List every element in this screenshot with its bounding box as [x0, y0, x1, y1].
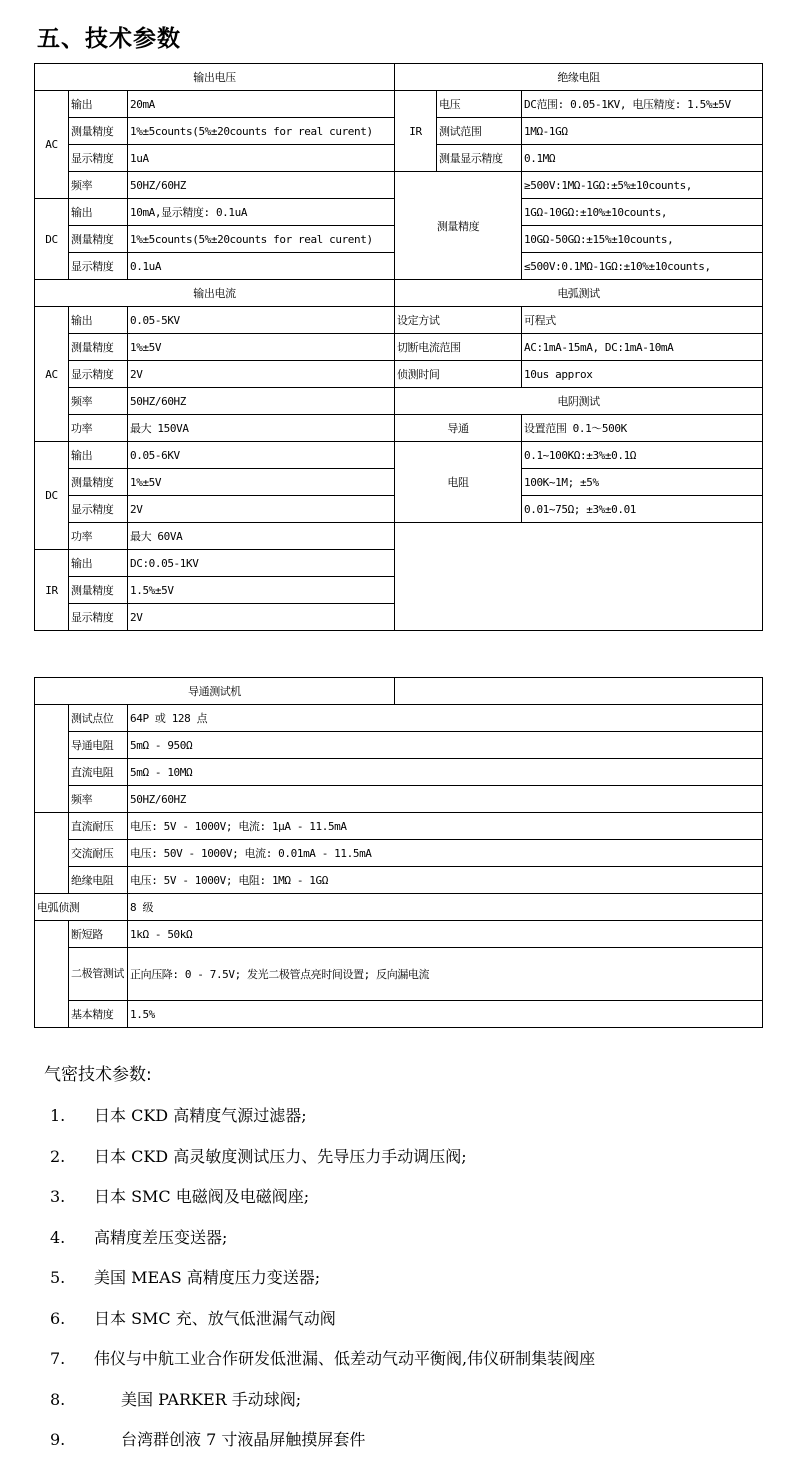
list-number: 7. — [50, 1349, 66, 1368]
row-label: 切断电流范围 — [395, 334, 522, 361]
row-label: 输出 — [69, 442, 128, 469]
list-number: 1. — [50, 1106, 66, 1125]
c-ir-display-value: 2V — [128, 604, 395, 631]
list-number: 2. — [50, 1146, 66, 1166]
row-label: 导通电阻 — [69, 732, 128, 759]
gas-params-list — [50, 1096, 780, 1461]
list-number: 6. — [50, 1308, 66, 1328]
ir-accuracy-line: 1GΩ-10GΩ:±10%±10counts, — [522, 199, 763, 226]
empty-cell — [395, 523, 763, 631]
row-label: 基本精度 — [69, 1001, 128, 1028]
list-item — [50, 1299, 780, 1340]
output-current-header: 输出电流 — [35, 280, 395, 307]
ir-accuracy-line: ≥500V:1MΩ-1GΩ:±5%±10counts, — [522, 172, 763, 199]
row-label: 断短路 — [69, 921, 128, 948]
row-label: 交流耐压 — [69, 840, 128, 867]
list-number: 9. — [50, 1430, 66, 1449]
c-dc-output-value: 0.05-6KV — [128, 442, 395, 469]
frequency-value: 50HZ/60HZ — [128, 786, 763, 813]
dc-output-value: 10mA,显示精度: 0.1uA — [128, 199, 395, 226]
row-label: 测试点位 — [69, 705, 128, 732]
arc-detect-value: 8 级 — [128, 894, 763, 921]
resistance-label: 电阻 — [395, 442, 522, 523]
section-title: 五、技术参数 — [37, 25, 181, 52]
insulation-value: 电压: 5V - 1000V; 电阻: 1MΩ - 1GΩ — [128, 867, 763, 894]
row-label: 显示精度 — [69, 145, 128, 172]
empty-cell — [395, 678, 763, 705]
basic-accuracy-value: 1.5% — [128, 1001, 763, 1028]
conduction-value: 设置范围 0.1～500K — [522, 415, 763, 442]
list-number: 4. — [50, 1227, 66, 1247]
resistance-line: 0.01~75Ω; ±3%±0.01 — [522, 496, 763, 523]
c-ac-accuracy-value: 1%±5V — [128, 334, 395, 361]
c-ac-display-value: 2V — [128, 361, 395, 388]
row-label: 输出 — [69, 307, 128, 334]
row-label: 侦测时间 — [395, 361, 522, 388]
c-ac-power-value: 最大 150VA — [128, 415, 395, 442]
row-label: 输出 — [69, 91, 128, 118]
ir-display-value: 0.1MΩ — [522, 145, 763, 172]
diode-test-value: 正向压降: 0 - 7.5V; 发光二极管点亮时间设置; 反向漏电流 — [128, 948, 763, 1001]
c-dc-power-value: 最大 60VA — [128, 523, 395, 550]
ac-accuracy-value: 1%±5counts(5%±20counts for real curent) — [128, 118, 395, 145]
output-voltage-header: 输出电压 — [35, 64, 395, 91]
list-text: 日本 CKD 高灵敏度测试压力、先导压力手动调压阀; — [94, 1146, 467, 1166]
ir-range-value: 1MΩ-1GΩ — [522, 118, 763, 145]
row-label: 测量精度 — [69, 334, 128, 361]
arc-mode-value: 可程式 — [522, 307, 763, 334]
row-label: 显示精度 — [69, 361, 128, 388]
row-label: 功率 — [69, 415, 128, 442]
ir-voltage-value: DC范围: 0.05-1KV, 电压精度: 1.5%±5V — [522, 91, 763, 118]
dc-withstand-value: 电压: 5V - 1000V; 电流: 1μA - 11.5mA — [128, 813, 763, 840]
conduction-tester-header: 导通测试机 — [35, 678, 395, 705]
arc-range-value: AC:1mA-15mA, DC:1mA-10mA — [522, 334, 763, 361]
row-label: 输出 — [69, 199, 128, 226]
row-label: 测试范围 — [437, 118, 522, 145]
dc-label: DC — [35, 199, 69, 280]
row-label: 功率 — [69, 523, 128, 550]
row-label: 直流电阻 — [69, 759, 128, 786]
ir-accuracy-line: ≤500V:0.1MΩ-1GΩ:±10%±10counts, — [522, 253, 763, 280]
tech-params-table — [34, 63, 763, 631]
row-label: 显示精度 — [69, 604, 128, 631]
test-points-value: 64P 或 128 点 — [128, 705, 763, 732]
row-label: 二极管测试 — [69, 948, 128, 1001]
dc-accuracy-value: 1%±5counts(5%±20counts for real curent) — [128, 226, 395, 253]
list-text: 伟仪与中航工业合作研发低泄漏、低差动气动平衡阀,伟仪研制集装阀座 — [94, 1349, 596, 1368]
ac-label: AC — [35, 307, 69, 442]
row-label: 频率 — [69, 388, 128, 415]
ir-accuracy-line: 10GΩ-50GΩ:±15%±10counts, — [522, 226, 763, 253]
list-item — [50, 1380, 780, 1421]
list-number: 3. — [50, 1187, 66, 1206]
ac-display-value: 1uA — [128, 145, 395, 172]
ir-label: IR — [395, 91, 437, 172]
gas-params-title: 气密技术参数: — [44, 1065, 152, 1085]
list-item — [50, 1339, 780, 1380]
list-item — [50, 1218, 780, 1259]
c-ir-output-value: DC:0.05-1KV — [128, 550, 395, 577]
resistance-line: 100K~1M; ±5% — [522, 469, 763, 496]
conduction-tester-table — [34, 677, 763, 1028]
arc-detect-label: 电弧侦测 — [35, 894, 128, 921]
row-label: 频率 — [69, 172, 128, 199]
row-label: 电压 — [437, 91, 522, 118]
arc-time-value: 10us approx — [522, 361, 763, 388]
row-label: 显示精度 — [69, 253, 128, 280]
row-label: 测量显示精度 — [437, 145, 522, 172]
list-text: 台湾群创液 7 寸液晶屏触摸屏套件 — [121, 1430, 366, 1449]
row-label: 测量精度 — [69, 577, 128, 604]
dc-display-value: 0.1uA — [128, 253, 395, 280]
ac-label: AC — [35, 91, 69, 199]
resistance-line: 0.1~100KΩ:±3%±0.1Ω — [522, 442, 763, 469]
list-number: 8. — [50, 1389, 66, 1409]
group-cell — [35, 813, 69, 894]
ir-accuracy-label: 测量精度 — [395, 172, 522, 280]
row-label: 测量精度 — [69, 469, 128, 496]
row-label: 频率 — [69, 786, 128, 813]
row-label: 测量精度 — [69, 226, 128, 253]
list-item — [50, 1177, 780, 1218]
c-ac-output-value: 0.05-5KV — [128, 307, 395, 334]
c-dc-display-value: 2V — [128, 496, 395, 523]
ac-output-value: 20mA — [128, 91, 395, 118]
list-item — [50, 1137, 780, 1178]
dc-label: DC — [35, 442, 69, 550]
list-text: 美国 PARKER 手动球阀; — [121, 1389, 302, 1409]
row-label: 输出 — [69, 550, 128, 577]
c-ir-accuracy-value: 1.5%±5V — [128, 577, 395, 604]
list-text: 日本 CKD 高精度气源过滤器; — [94, 1106, 307, 1125]
row-label: 直流耐压 — [69, 813, 128, 840]
ac-frequency-value: 50HZ/60HZ — [128, 172, 395, 199]
list-text: 日本 SMC 电磁阀及电磁阀座; — [94, 1187, 310, 1206]
list-number: 5. — [50, 1268, 66, 1287]
row-label: 绝缘电阻 — [69, 867, 128, 894]
list-item — [50, 1096, 780, 1137]
list-item — [50, 1420, 780, 1461]
group-cell — [35, 705, 69, 813]
list-text: 美国 MEAS 高精度压力变送器; — [94, 1268, 321, 1287]
c-dc-accuracy-value: 1%±5V — [128, 469, 395, 496]
row-label: 显示精度 — [69, 496, 128, 523]
dc-resistance-value: 5mΩ - 10MΩ — [128, 759, 763, 786]
c-ac-frequency-value: 50HZ/60HZ — [128, 388, 395, 415]
resistance-test-header: 电阴测试 — [395, 388, 763, 415]
group-cell — [35, 921, 69, 1028]
row-label: 测量精度 — [69, 118, 128, 145]
list-text: 高精度差压变送器; — [94, 1227, 228, 1247]
short-circuit-value: 1kΩ - 50kΩ — [128, 921, 763, 948]
row-label: 设定方试 — [395, 307, 522, 334]
arc-test-header: 电弧测试 — [395, 280, 763, 307]
insulation-header: 绝缘电阻 — [395, 64, 763, 91]
list-text: 日本 SMC 充、放气低泄漏气动阀 — [94, 1308, 336, 1328]
ir-label: IR — [35, 550, 69, 631]
conduction-label: 导通 — [395, 415, 522, 442]
ac-withstand-value: 电压: 50V - 1000V; 电流: 0.01mA - 11.5mA — [128, 840, 763, 867]
conduction-resistance-value: 5mΩ - 950Ω — [128, 732, 763, 759]
list-item — [50, 1258, 780, 1299]
